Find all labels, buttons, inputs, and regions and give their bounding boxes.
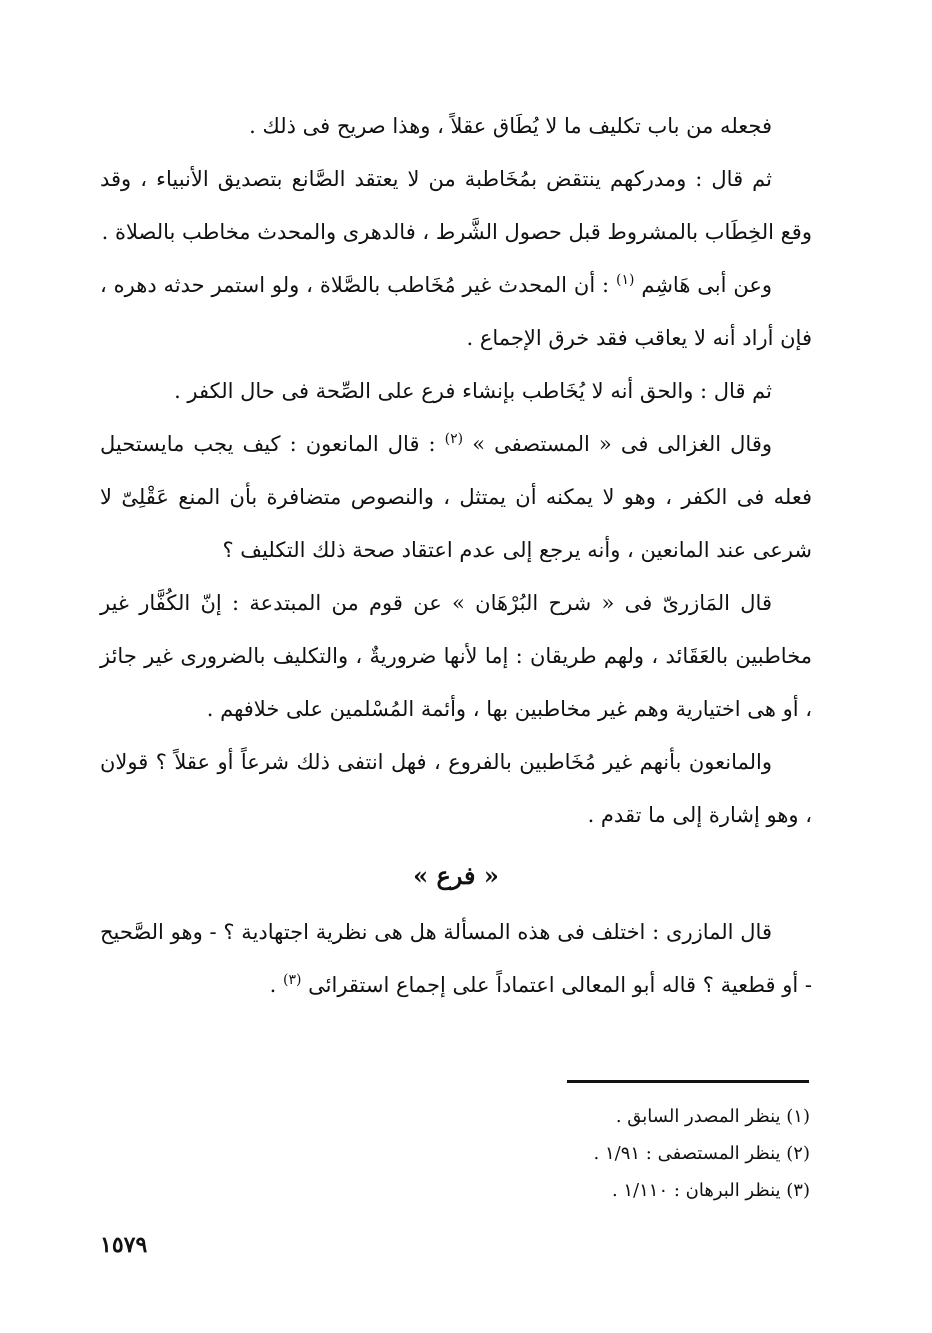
paragraph-7 [100, 736, 812, 842]
paragraph-7-text: والمانعون بأنهم غير مُخَاطبين بالفروع ، فهل انتفى ذلك شرعاً أو عقلاً ؟ قولان ، وهو إشارة إلى ما تقدم . [100, 750, 812, 827]
footnote-separator [567, 1080, 809, 1083]
footnote-3: (٣) ينظر البرهان : ١/١١٠ . [611, 1180, 810, 1201]
paragraph-3 [100, 259, 812, 365]
paragraph-3-text-start: وعن أبى هَاشِم [641, 273, 772, 297]
footnote-1: (١) ينظر المصدر السابق . [615, 1106, 810, 1127]
paragraph-1 [100, 100, 812, 153]
paragraph-3-text-end: : أن المحدث غير مُخَاطب بالصَّلاة ، ولو استمر حدثه دهره ، فإن أراد أنه لا يعاقب فقد خرق الإجماع . [100, 273, 812, 350]
paragraph-8 [100, 906, 812, 1012]
footnote-ref-2: (٢) [444, 431, 464, 447]
paragraph-5-text-start: وقال الغزالى فى « المستصفى » [472, 432, 772, 456]
footnotes [420, 1098, 810, 1209]
paragraph-8-text-end: . [269, 973, 283, 997]
paragraph-4 [100, 365, 812, 418]
paragraph-4-text: ثم قال : والحق أنه لا يُخَاطب بإنشاء فرع على الصِّحة فى حال الكفر . [174, 379, 772, 403]
paragraph-6-text: قال المَازرىّ فى « شرح البُرْهَان » عن قوم من المبتدعة : إنّ الكُفَّار غير مخاطبين بالعَقَائد ، ولهم طريقان : إما لأنها ضروريةٌ ، والتكليف بالضرورى غير جائز ، أو هى اختيارية وهم غير مخاطبين بها ، وأئمة المُسْلمين على خلافهم . [100, 591, 812, 721]
paragraph-6 [100, 577, 812, 736]
page-number: ١٥٧٩ [100, 1232, 148, 1258]
paragraph-1-text: فجعله من باب تكليف ما لا يُطَاق عقلاً ، وهذا صريح فى ذلك . [249, 114, 772, 138]
footnote-2: (٢) ينظر المستصفى : ١/٩١ . [593, 1143, 810, 1164]
paragraph-2-text: ثم قال : ومدركهم ينتقض بمُخَاطبة من لا يعتقد الصَّانع بتصديق الأنبياء ، وقد وقع الخِطَاب بالمشروط قبل حصول الشَّرط ، فالدهرى والمحدث مخاطب بالصلاة . [100, 167, 812, 244]
main-text [100, 100, 812, 1012]
footnote-ref-3: (٣) [282, 972, 302, 988]
footnote-ref-1: (١) [615, 272, 635, 288]
paragraph-2 [100, 153, 812, 259]
paragraph-5-text-end: : قال المانعون : كيف يجب مايستحيل فعله فى الكفر ، وهو لا يمكنه أن يمتثل ، والنصوص متضافرة بأن المنع عَقْلِىّ لا شرعى عند المانعين ، وأنه يرجع إلى عدم اعتقاد صحة ذلك التكليف ؟ [100, 432, 812, 562]
paragraph-5 [100, 418, 812, 577]
section-heading: « فرع » [413, 861, 499, 890]
paragraph-8-text-start: قال المازرى : اختلف فى هذه المسألة هل هى نظرية اجتهادية ؟ - وهو الصَّحيح - أو قطعية ؟ قاله أبو المعالى اعتماداً على إجماع استقرائى [100, 920, 812, 997]
